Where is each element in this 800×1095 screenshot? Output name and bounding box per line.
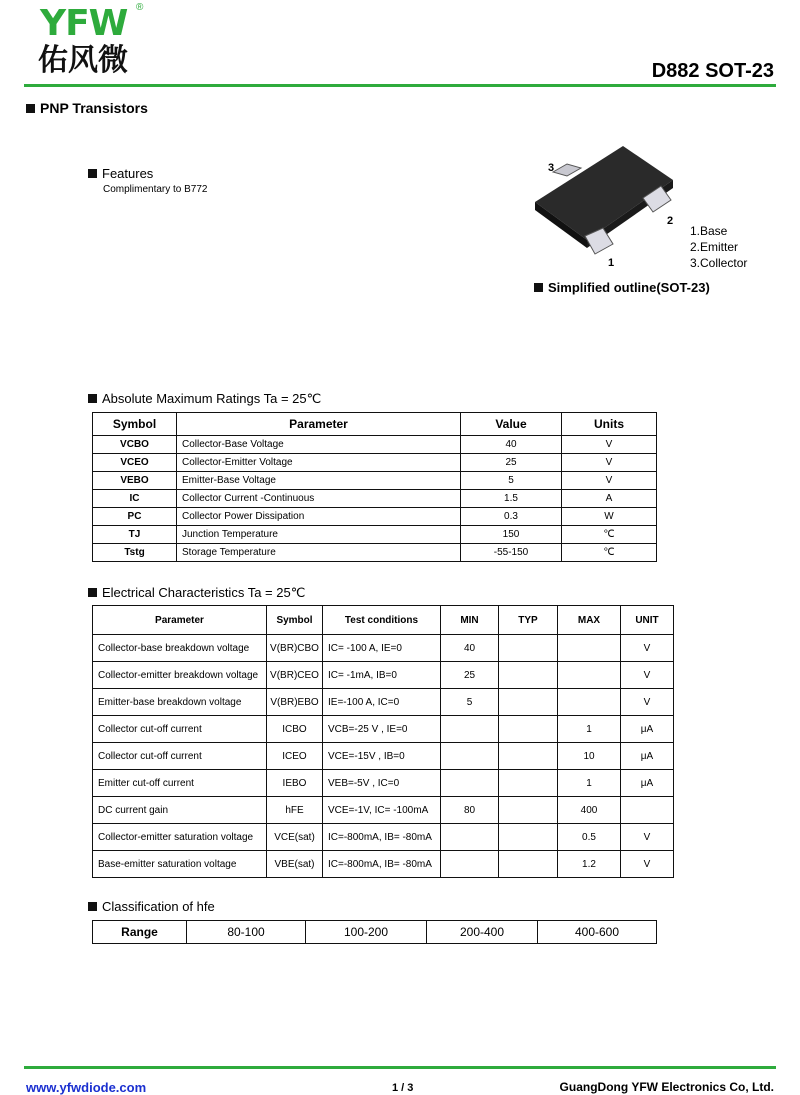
parameter-cell: Junction Temperature (177, 526, 461, 544)
parameter-cell: Collector Power Dissipation (177, 508, 461, 526)
electrical-row (93, 851, 674, 878)
company-name: GuangDong YFW Electronics Co, Ltd. (559, 1080, 774, 1094)
symbol-cell: PC (93, 508, 177, 526)
unit-cell: μA (621, 716, 674, 743)
symbol-cell: V(BR)CEO (267, 662, 323, 689)
test-condition-cell: VEB=-5V , IC=0 (323, 770, 441, 797)
hfe-range-value: 80-100 (187, 921, 306, 944)
test-condition-cell: VCB=-25 V , IE=0 (323, 716, 441, 743)
parameter-cell: Collector-base breakdown voltage (93, 635, 267, 662)
hfe-range-value: 200-400 (427, 921, 538, 944)
symbol-cell: ICBO (267, 716, 323, 743)
test-condition-cell: IE=-100 A, IC=0 (323, 689, 441, 716)
pin-label-emitter: 2.Emitter (690, 240, 739, 254)
min-cell: 5 (441, 689, 499, 716)
unit-cell: V (621, 689, 674, 716)
symbol-cell: V(BR)CBO (267, 635, 323, 662)
min-cell: 40 (441, 635, 499, 662)
electrical-row (93, 797, 674, 824)
min-cell (441, 824, 499, 851)
value-cell: 5 (461, 472, 562, 490)
electrical-header: Test conditions (323, 606, 441, 635)
electrical-row (93, 824, 674, 851)
unit-cell: V (621, 635, 674, 662)
max-cell: 1 (558, 770, 621, 797)
unit-cell: V (621, 851, 674, 878)
value-cell: 25 (461, 454, 562, 472)
unit-cell: V (621, 824, 674, 851)
parameter-cell: Collector cut-off current (93, 716, 267, 743)
sot23-package-drawing (525, 140, 695, 270)
electrical-header: Symbol (267, 606, 323, 635)
electrical-title: Electrical Characteristics Ta = 25℃ (88, 585, 305, 601)
part-number: D882 SOT-23 (651, 60, 774, 82)
max-cell: 10 (558, 743, 621, 770)
abs-max-row (93, 526, 657, 544)
test-condition-cell: IC= -100 A, IE=0 (323, 635, 441, 662)
parameter-cell: Emitter-base breakdown voltage (93, 689, 267, 716)
abs-max-header: Value (461, 413, 562, 436)
parameter-cell: Storage Temperature (177, 544, 461, 562)
symbol-cell: ICEO (267, 743, 323, 770)
pin-legend (690, 223, 747, 271)
typ-cell (499, 824, 558, 851)
features-title: Features (88, 166, 153, 181)
pin-1-number: 1 (608, 257, 615, 269)
abs-max-row (93, 544, 657, 562)
symbol-cell: V(BR)EBO (267, 689, 323, 716)
electrical-row (93, 689, 674, 716)
abs-max-row (93, 454, 657, 472)
min-cell (441, 770, 499, 797)
min-cell (441, 851, 499, 878)
test-condition-cell: VCE=-1V, IC= -100mA (323, 797, 441, 824)
unit-cell: W (562, 508, 657, 526)
abs-max-header: Parameter (177, 413, 461, 436)
parameter-cell: DC current gain (93, 797, 267, 824)
symbol-cell: VEBO (93, 472, 177, 490)
footer-url-link[interactable]: www.yfwdiode.com (26, 1080, 147, 1095)
parameter-cell: Emitter cut-off current (93, 770, 267, 797)
pin-label-collector: 3.Collector (690, 256, 748, 270)
electrical-row (93, 716, 674, 743)
hfe-class-title: Classification of hfe (88, 899, 215, 914)
typ-cell (499, 716, 558, 743)
abs-max-row (93, 436, 657, 454)
test-condition-cell: IC= -1mA, IB=0 (323, 662, 441, 689)
abs-max-row (93, 472, 657, 490)
registered-mark: ® (136, 2, 144, 13)
features-text: Complimentary to B772 (103, 184, 208, 195)
unit-cell: μA (621, 743, 674, 770)
parameter-cell: Collector-emitter breakdown voltage (93, 662, 267, 689)
header-divider (24, 84, 776, 87)
min-cell: 25 (441, 662, 499, 689)
hfe-range-value: 100-200 (306, 921, 427, 944)
pin-label-base: 1.Base (690, 224, 728, 238)
symbol-cell: VCBO (93, 436, 177, 454)
unit-cell: V (562, 454, 657, 472)
test-condition-cell: IC=-800mA, IB= -80mA (323, 824, 441, 851)
hfe-range-value: 400-600 (538, 921, 657, 944)
typ-cell (499, 635, 558, 662)
parameter-cell: Collector-emitter saturation voltage (93, 824, 267, 851)
unit-cell: μA (621, 770, 674, 797)
electrical-row (93, 743, 674, 770)
abs-max-row (93, 508, 657, 526)
min-cell (441, 716, 499, 743)
max-cell (558, 689, 621, 716)
symbol-cell: hFE (267, 797, 323, 824)
typ-cell (499, 797, 558, 824)
electrical-header: UNIT (621, 606, 674, 635)
unit-cell: V (562, 472, 657, 490)
unit-cell: V (621, 662, 674, 689)
test-condition-cell: IC=-800mA, IB= -80mA (323, 851, 441, 878)
electrical-header: MIN (441, 606, 499, 635)
unit-cell: V (562, 436, 657, 454)
symbol-cell: TJ (93, 526, 177, 544)
value-cell: -55-150 (461, 544, 562, 562)
min-cell: 80 (441, 797, 499, 824)
max-cell (558, 635, 621, 662)
pin-2-number: 2 (667, 215, 674, 227)
typ-cell (499, 743, 558, 770)
electrical-table (92, 605, 674, 878)
symbol-cell: VCE(sat) (267, 824, 323, 851)
hfe-class-table (92, 920, 657, 944)
parameter-cell: Collector Current -Continuous (177, 490, 461, 508)
abs-max-row (93, 490, 657, 508)
product-type: PNP Transistors (26, 100, 148, 116)
typ-cell (499, 851, 558, 878)
typ-cell (499, 770, 558, 797)
parameter-cell: Collector cut-off current (93, 743, 267, 770)
footer-divider (24, 1066, 776, 1069)
abs-max-table (92, 412, 657, 562)
unit-cell: ℃ (562, 544, 657, 562)
electrical-header: MAX (558, 606, 621, 635)
unit-cell: ℃ (562, 526, 657, 544)
value-cell: 0.3 (461, 508, 562, 526)
symbol-cell: Tstg (93, 544, 177, 562)
unit-cell: A (562, 490, 657, 508)
symbol-cell: VCEO (93, 454, 177, 472)
value-cell: 40 (461, 436, 562, 454)
max-cell: 1 (558, 716, 621, 743)
logo-chinese: 佑风微 (38, 43, 128, 78)
parameter-cell: Base-emitter saturation voltage (93, 851, 267, 878)
max-cell: 1.2 (558, 851, 621, 878)
typ-cell (499, 689, 558, 716)
electrical-row (93, 635, 674, 662)
symbol-cell: IEBO (267, 770, 323, 797)
parameter-cell: Collector-Emitter Voltage (177, 454, 461, 472)
abs-max-header: Units (562, 413, 657, 436)
parameter-cell: Collector-Base Voltage (177, 436, 461, 454)
max-cell: 0.5 (558, 824, 621, 851)
page-number: 1 / 3 (392, 1082, 414, 1094)
test-condition-cell: VCE=-15V , IB=0 (323, 743, 441, 770)
electrical-row (93, 770, 674, 797)
symbol-cell: VBE(sat) (267, 851, 323, 878)
parameter-cell: Emitter-Base Voltage (177, 472, 461, 490)
hfe-range-label: Range (93, 921, 187, 944)
value-cell: 150 (461, 526, 562, 544)
unit-cell (621, 797, 674, 824)
typ-cell (499, 662, 558, 689)
min-cell (441, 743, 499, 770)
pin-3-number: 3 (548, 162, 555, 174)
logo-yfw: YFW (40, 3, 128, 44)
value-cell: 1.5 (461, 490, 562, 508)
max-cell (558, 662, 621, 689)
symbol-cell: IC (93, 490, 177, 508)
electrical-header: TYP (499, 606, 558, 635)
abs-max-title: Absolute Maximum Ratings Ta = 25℃ (88, 391, 321, 407)
abs-max-header: Symbol (93, 413, 177, 436)
electrical-header: Parameter (93, 606, 267, 635)
package-caption: Simplified outline(SOT-23) (534, 280, 710, 295)
electrical-row (93, 662, 674, 689)
max-cell: 400 (558, 797, 621, 824)
